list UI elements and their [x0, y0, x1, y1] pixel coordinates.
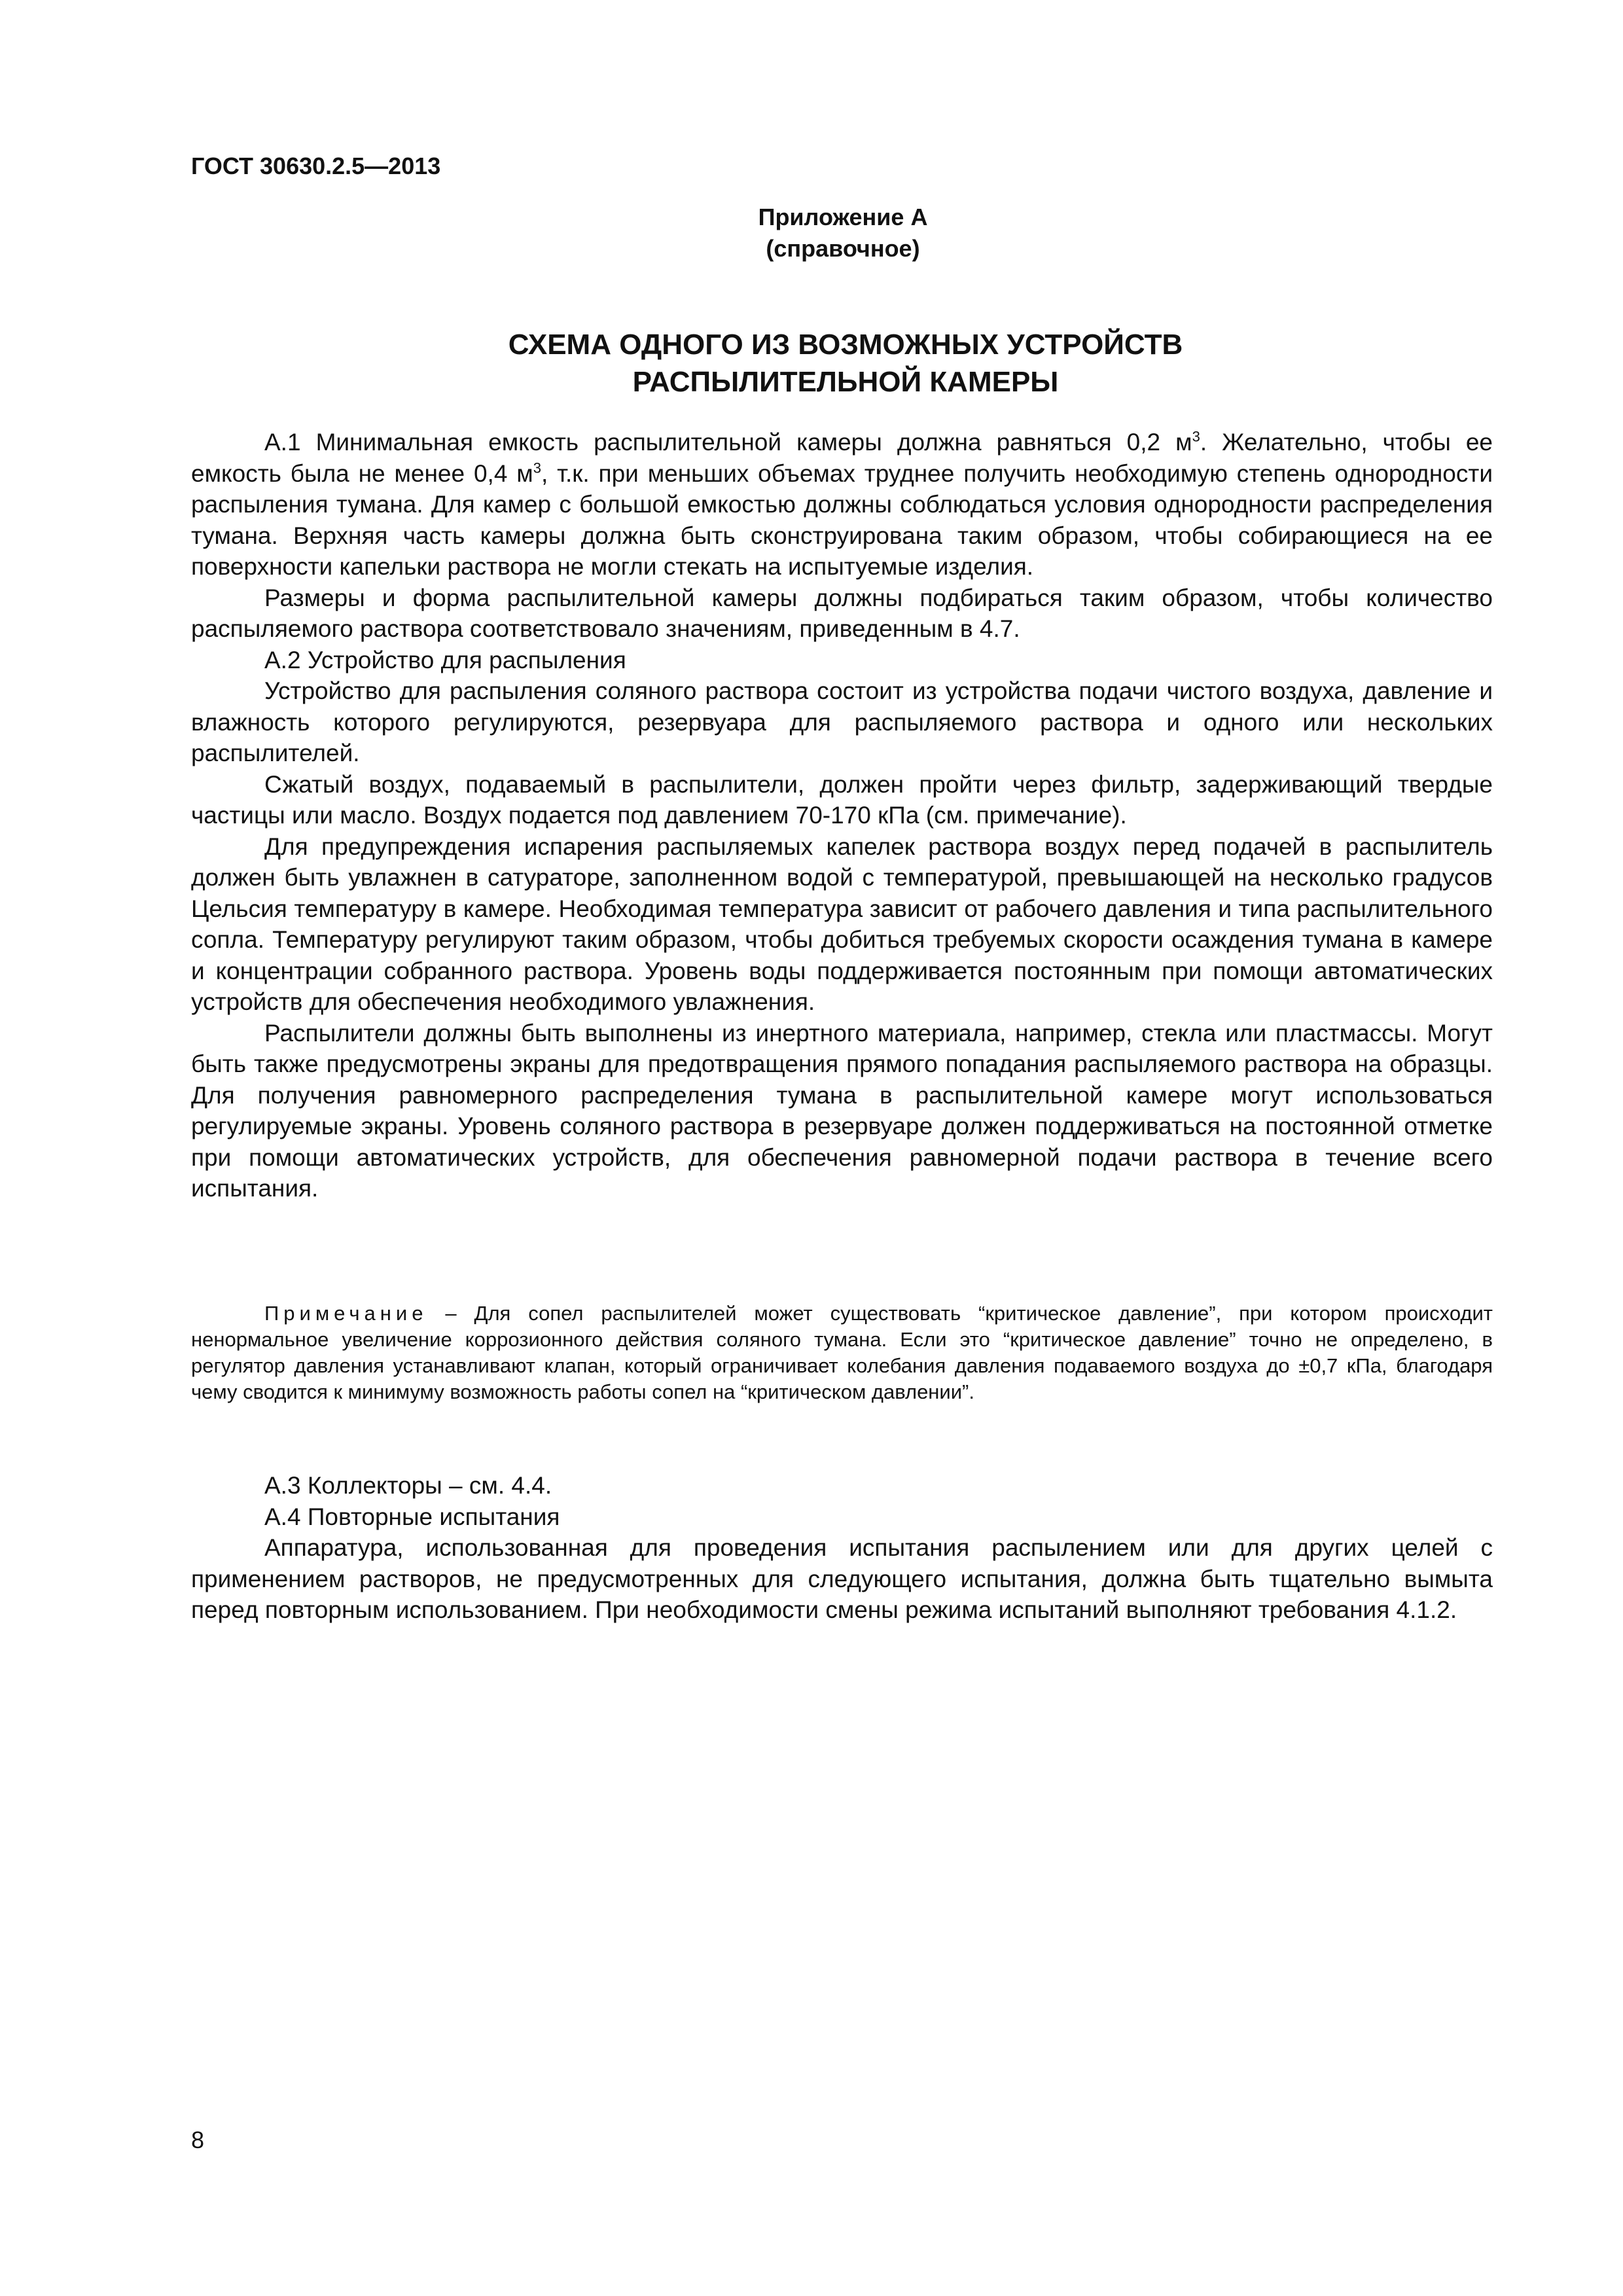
section-title [191, 326, 1500, 401]
page-number: 8 [191, 2126, 205, 2153]
paragraph-a1-part2: . Желательно, чтобы ее емкость была не менее 0,4 м [191, 429, 1493, 487]
note [191, 1300, 1493, 1405]
tail-text [191, 1470, 1493, 1626]
superscript: 3 [533, 459, 541, 476]
paragraph-a1 [191, 427, 1493, 583]
paragraph: Аппаратура, использованная для проведения испытания распылением или для других целей с применением растворов, не предусмотренных для следующего испытания, должна быть тщательно вымыта перед повторным использованием. При необходимости смены режима испытаний выполняют требования 4.1.2. [191, 1534, 1493, 1623]
paragraph: Размеры и форма распылительной камеры должны подбираться таким образом, чтобы количество распыляемого раствора соответствовало значениям, приведенным в 4.7. [191, 584, 1493, 642]
body-text [191, 427, 1493, 1204]
paragraph: Для предупреждения испарения распыляемых капелек раствора воздух перед подачей в распылитель должен быть увлажнен в сатураторе, заполненном водой с температурой, превышающей на несколько градусов Цельсия температуру в камере. Необходимая температура зависит от рабочего давления и типа распылительного сопла. Температуру регулируют таким образом, чтобы добиться требуемых скорости осаждения тумана в камере и концентрации собранного раствора. Уровень воды поддерживается постоянным при помощи автоматических устройств для обеспечения необходимого увлажнения. [191, 833, 1493, 1015]
subsection-heading-a2: А.2 Устройство для распыления [264, 646, 626, 673]
paragraph: Распылители должны быть выполнены из инертного материала, например, стекла или пластмассы. Могут быть также предусмотрены экраны для предотвращения прямого попадания распыляемого раствора на образцы. Для получения равномерного распределения тумана в распылительной камере могут использоваться регулируемые экраны. Уровень соляного раствора в резервуаре должен поддерживаться на постоянной отметке при помощи автоматических устройств, для обеспечения равномерной подачи раствора в течение всего испытания. [191, 1019, 1493, 1202]
note-label: Примечание [264, 1302, 428, 1325]
paragraph-a1-part1: А.1 Минимальная емкость распылительной камеры должна равняться 0,2 м [264, 429, 1192, 456]
paragraph: Устройство для распыления соляного раствора состоит из устройства подачи чистого воздуха, давление и влажность которого регулируются, резервуара для распыляемого раствора и одного или нескольких распылителей. [191, 677, 1493, 766]
subsection-heading-a4: А.4 Повторные испытания [264, 1503, 560, 1530]
subsection-heading-a3: А.3 Коллекторы – см. 4.4. [264, 1472, 552, 1499]
note-text: – Для сопел распылителей может существовать “критическое давление”, при котором происходит ненормальное увеличение коррозионного действия соляного тумана. Если это “критическое давление” точно не определено, в регулятор давления устанавливают клапан, который ограничивает колебания давления подаваемого воздуха до ±0,7 кПа, благодаря чему сводится к минимуму возможность работы сопел на “критическом давлении”. [191, 1302, 1493, 1403]
paragraph: Сжатый воздух, подаваемый в распылители, должен пройти через фильтр, задерживающий твердые частицы или масло. Воздух подается под давлением 70-170 кПа (см. примечание). [191, 770, 1493, 829]
title-line-2: РАСПЫЛИТЕЛЬНОЙ КАМЕРЫ [632, 366, 1059, 398]
paragraph-a1-part3: , т.к. при меньших объемах труднее получить необходимую степень однородности распыления тумана. Для камер с большой емкостью должны соблюдаться условия однородности распределения тумана. Верхняя часть камеры должна быть сконструирована таким образом, чтобы собирающиеся на ее поверхности капельки раствора не могли стекать на испытуемые изделия. [191, 459, 1493, 580]
appendix-title: Приложение А [758, 204, 928, 230]
appendix-label [712, 202, 974, 264]
superscript: 3 [1192, 428, 1200, 445]
appendix-type: (справочное) [766, 235, 920, 262]
title-line-1: СХЕМА ОДНОГО ИЗ ВОЗМОЖНЫХ УСТРОЙСТВ [508, 329, 1183, 361]
document-code: ГОСТ 30630.2.5—2013 [191, 152, 441, 179]
